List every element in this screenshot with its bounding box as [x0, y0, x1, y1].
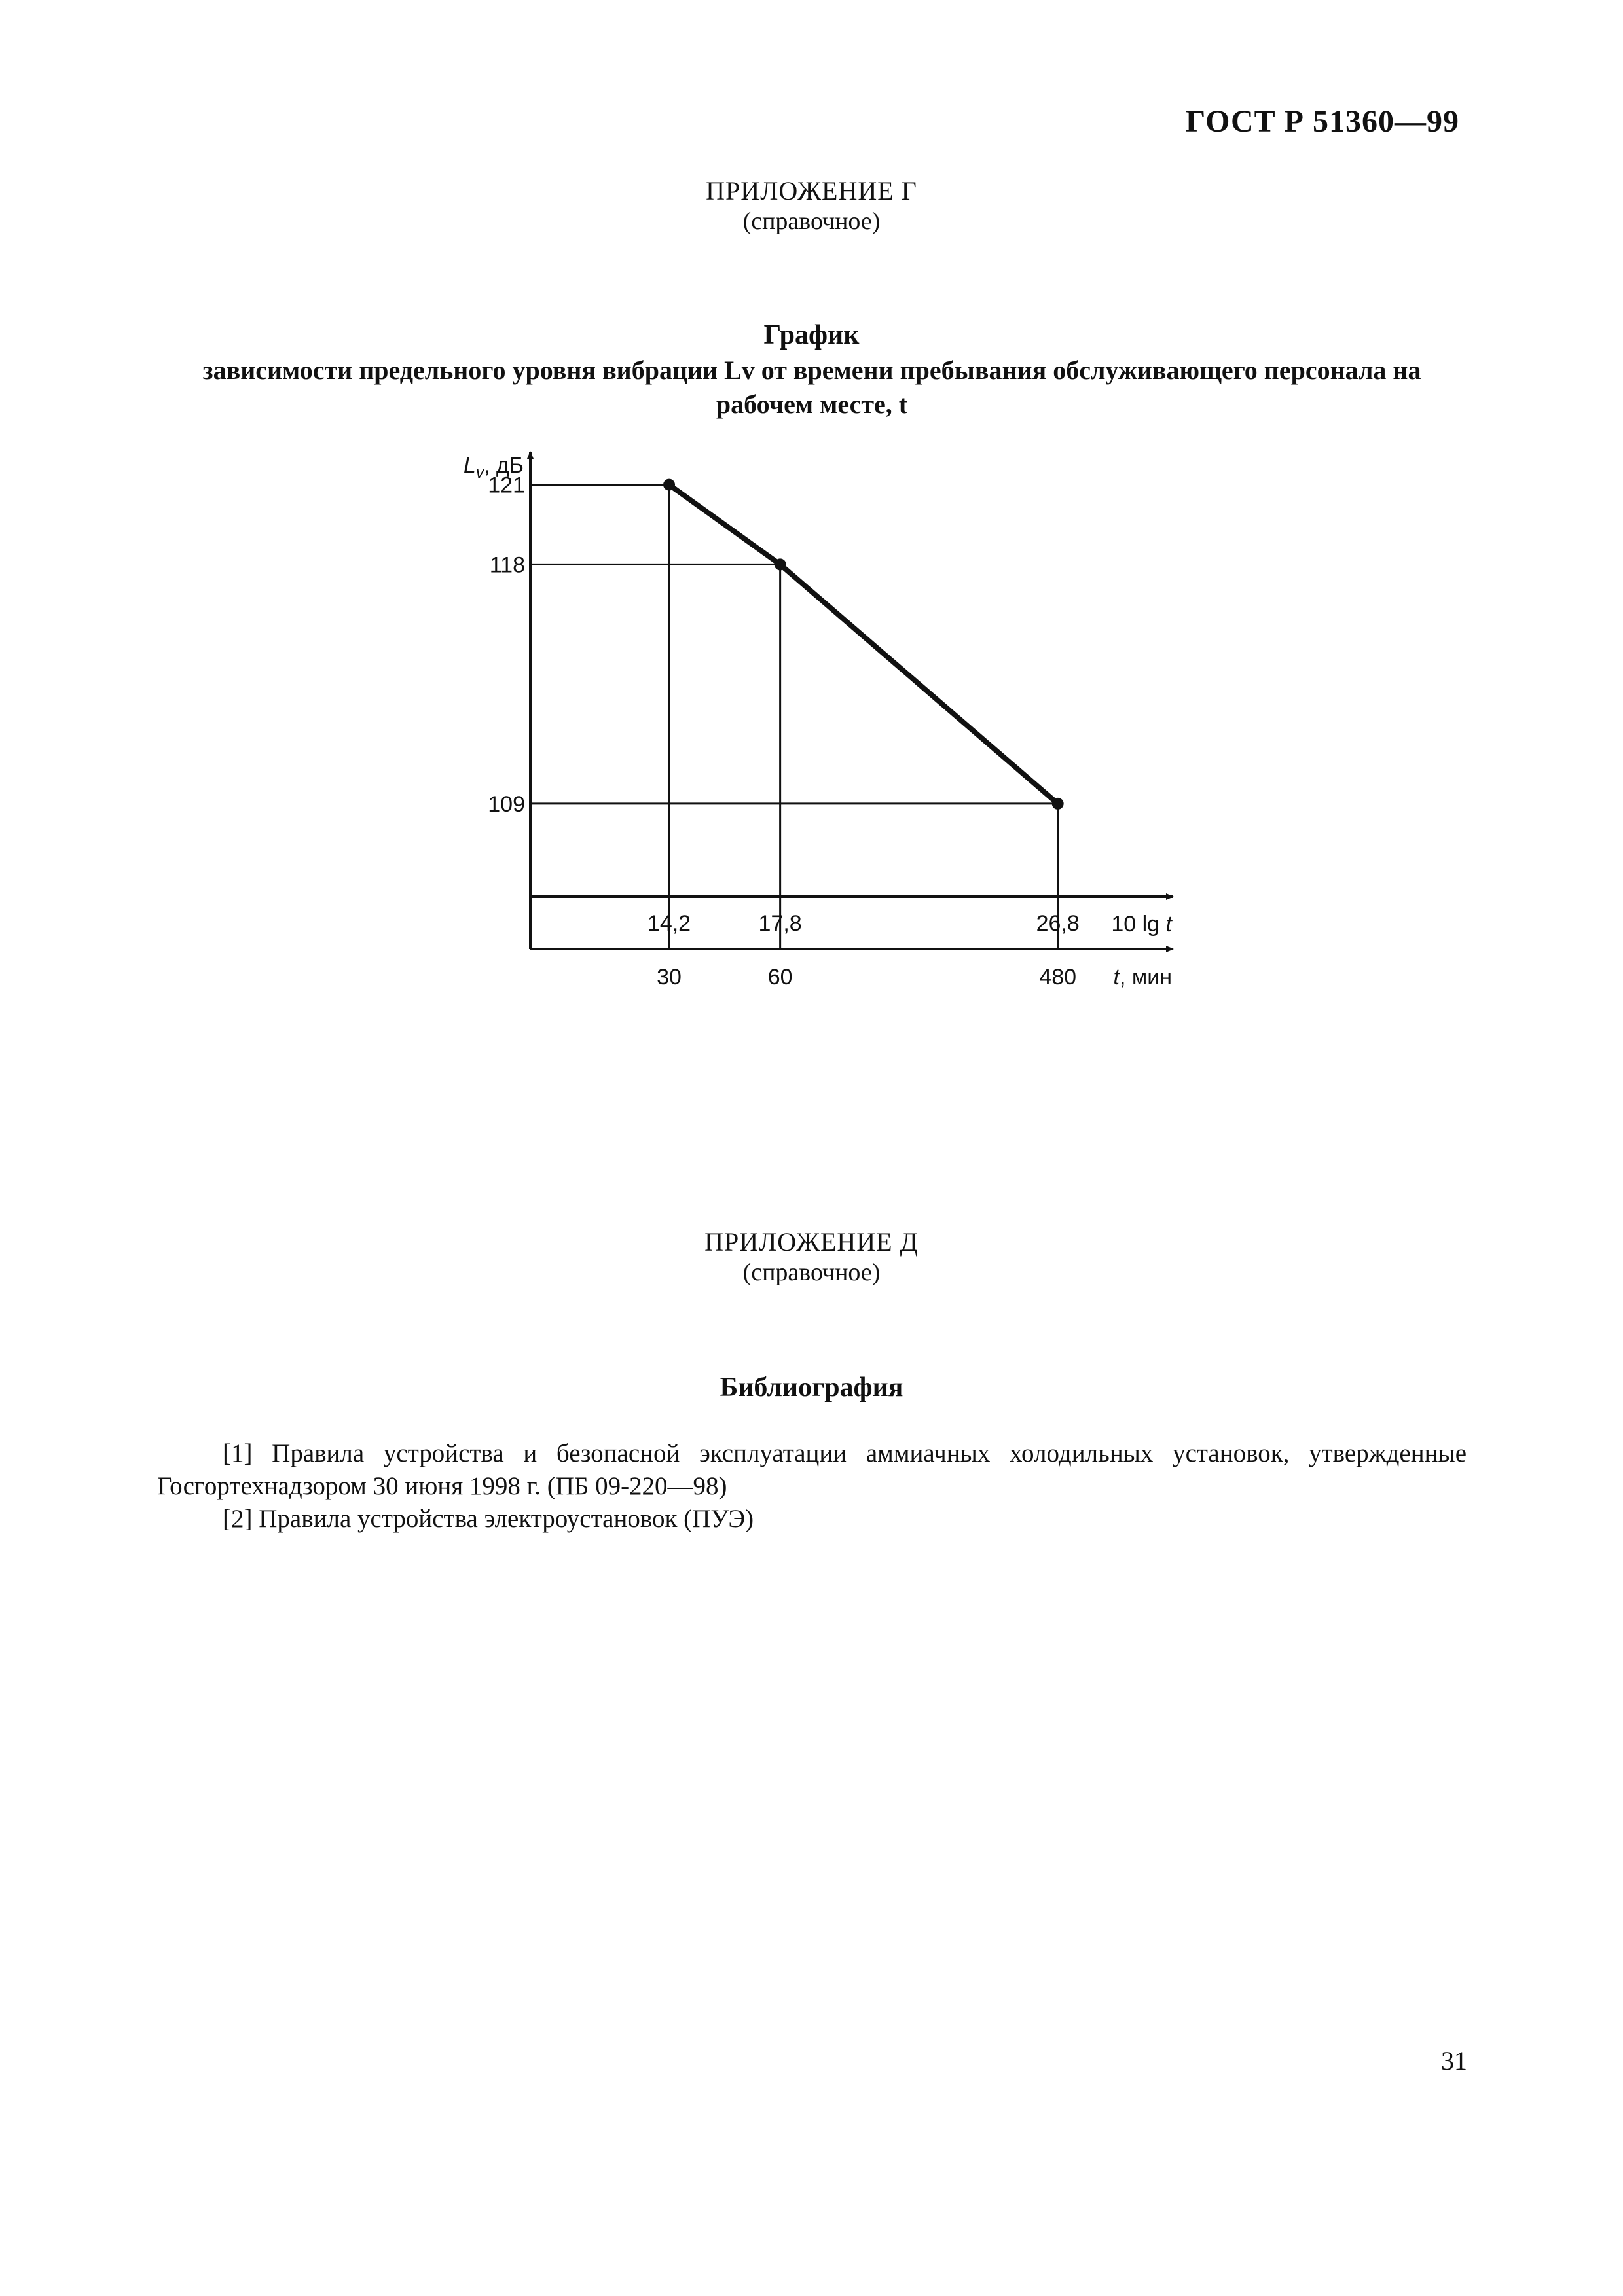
y-tick-label: 118 [489, 552, 525, 578]
x-time-tick-label: 480 [1039, 965, 1077, 990]
x-time-tick-label: 30 [657, 965, 682, 990]
x-log-tick-labels [647, 911, 1080, 936]
appendix-g-title: ПРИЛОЖЕНИЕ Г [706, 176, 917, 206]
x-time-tick-label: 60 [767, 965, 793, 990]
series-polyline [669, 485, 1058, 804]
bibliography-item-number: [2] [223, 1505, 253, 1533]
y-tick-label: 121 [488, 473, 525, 498]
y-tick-label: 109 [488, 791, 525, 817]
x-axis-time-label: t, мин [1113, 965, 1172, 990]
data-point [775, 558, 786, 570]
appendix-d-title: ПРИЛОЖЕНИЕ Д [704, 1227, 919, 1257]
series-line [669, 485, 1058, 804]
bibliography-item-1 [157, 1437, 1467, 1503]
x-log-tick-label: 17,8 [758, 911, 802, 936]
x-time-tick-labels [657, 965, 1076, 990]
chart-subtitle: зависимости предельного уровня вибрации Lv от времени пребывания обслуживающего персонала на рабочем месте, t [202, 355, 1421, 419]
appendix-g-subtitle: (справочное) [742, 207, 881, 235]
x-log-tick-label: 14,2 [647, 911, 691, 936]
bibliography-heading: Библиография [720, 1372, 903, 1403]
x-log-tick-label: 26,8 [1036, 911, 1080, 936]
data-point [1052, 798, 1064, 810]
data-point [663, 479, 675, 491]
guide-lines [530, 485, 1058, 949]
chart-title: График [763, 320, 860, 350]
document-number: ГОСТ Р 51360—99 [1185, 104, 1459, 139]
page-number: 31 [1441, 2046, 1467, 2075]
x-axis-log-label: 10 lg t [1111, 912, 1172, 937]
bibliography-item-2 [157, 1503, 1467, 1535]
bibliography-item-text: Правила устройства и безопасной эксплуатации аммиачных холодильных установок, утвержденные Госгортехнадзором 30 июня 1998 г. (ПБ 09-220—98) [157, 1439, 1467, 1500]
appendix-d-subtitle: (справочное) [742, 1259, 881, 1286]
bibliography-item-number: [1] [223, 1439, 253, 1467]
bibliography-item-text: Правила устройства электроустановок (ПУЭ) [259, 1505, 754, 1533]
y-tick-labels [488, 473, 525, 817]
y-axis-label: $L_v$, дБ [464, 453, 524, 482]
y-axis-label-unit: , дБ [483, 453, 524, 478]
